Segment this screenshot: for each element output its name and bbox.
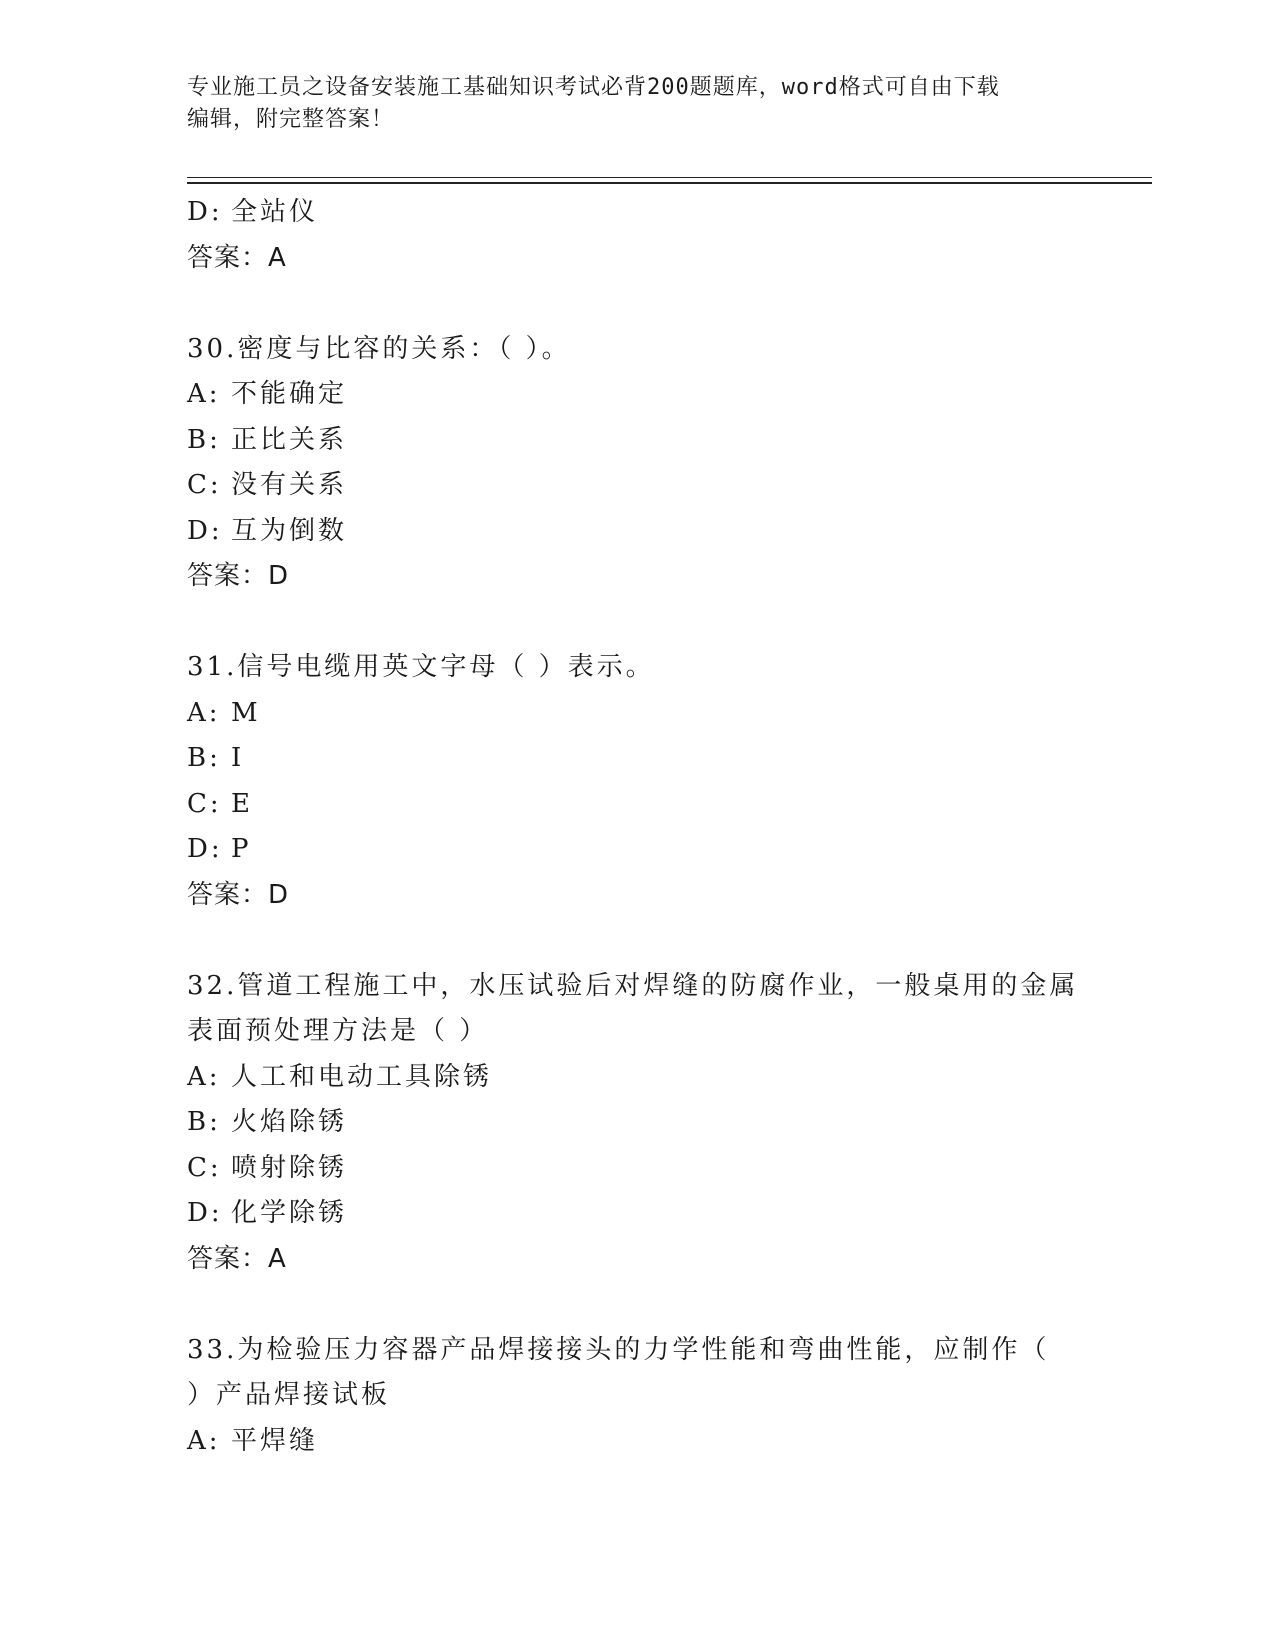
option-letter: B: xyxy=(187,424,221,455)
answer-line: 答案：A xyxy=(187,242,287,273)
option-d xyxy=(187,827,1087,873)
option-a xyxy=(187,1055,1087,1101)
option-text: 平焊缝 xyxy=(231,1425,319,1456)
option-letter: B: xyxy=(187,743,221,773)
option-text: E xyxy=(231,788,253,819)
option-d xyxy=(187,509,1087,555)
document-header xyxy=(187,72,1067,136)
option-a xyxy=(187,691,1087,737)
option-letter: A: xyxy=(187,1061,221,1092)
option-text: 火焰除锈 xyxy=(231,1107,348,1137)
question-32-stem-line-1: 32.管道工程施工中，水压试验后对焊缝的防腐作业，一般桌用的金属 xyxy=(187,970,1079,1001)
option-b xyxy=(187,1100,1087,1146)
option-text: 喷射除锈 xyxy=(231,1152,348,1183)
option-letter: B: xyxy=(187,1107,221,1137)
option-text: 不能确定 xyxy=(231,379,348,409)
document-body xyxy=(187,190,1087,1464)
option-letter: A: xyxy=(187,379,221,409)
option-text: I xyxy=(231,743,245,773)
answer-line: 答案：D xyxy=(187,561,290,591)
option-b xyxy=(187,418,1087,464)
option-text: 人工和电动工具除锈 xyxy=(231,1061,493,1092)
option-letter: D: xyxy=(187,1198,223,1228)
header-line-1: 专业施工员之设备安装施工基础知识考试必背200题题库，word格式可自由下载 xyxy=(187,75,1000,100)
header-rule-thick xyxy=(187,182,1152,184)
option-letter: D: xyxy=(187,515,223,546)
option-a xyxy=(187,1419,1087,1465)
option-letter: A: xyxy=(187,1425,221,1456)
spacer xyxy=(187,918,1087,964)
question-33-stem-line-1: 33.为检验压力容器产品焊接接头的力学性能和弯曲性能，应制作（ xyxy=(187,1334,1050,1365)
option-text: 正比关系 xyxy=(231,424,348,455)
option-text: M xyxy=(231,697,261,728)
option-c xyxy=(187,782,1087,828)
option-letter: A: xyxy=(187,697,221,728)
answer-line: 答案：A xyxy=(187,1243,287,1274)
option-c xyxy=(187,1146,1087,1192)
option-letter: C: xyxy=(187,1152,222,1183)
option-letter: C: xyxy=(187,470,222,500)
question-30-stem: 30.密度与比容的关系：（ ）。 xyxy=(187,333,571,364)
option-letter: D: xyxy=(187,197,223,227)
option-text: 全站仪 xyxy=(231,197,319,227)
spacer xyxy=(187,600,1087,646)
option-b xyxy=(187,736,1087,782)
answer-line: 答案：D xyxy=(187,879,290,910)
spacer xyxy=(187,281,1087,327)
option-text: P xyxy=(231,834,252,864)
question-33-stem-line-2: ）产品焊接试板 xyxy=(187,1380,391,1410)
header-rule-thin xyxy=(187,177,1152,178)
option-text: 没有关系 xyxy=(231,470,348,500)
option-letter: D: xyxy=(187,834,223,864)
header-line-2: 编辑，附完整答案！ xyxy=(187,107,395,132)
option-letter: C: xyxy=(187,788,222,819)
option-text: 互为倒数 xyxy=(231,515,348,546)
option-text: 化学除锈 xyxy=(231,1198,348,1228)
option-d xyxy=(187,1191,1087,1237)
spacer xyxy=(187,1282,1087,1328)
option-a xyxy=(187,372,1087,418)
option-d xyxy=(187,190,1087,236)
question-31-stem: 31.信号电缆用英文字母（ ）表示。 xyxy=(187,652,655,682)
question-32-stem-line-2: 表面预处理方法是（ ） xyxy=(187,1016,489,1046)
option-c xyxy=(187,463,1087,509)
